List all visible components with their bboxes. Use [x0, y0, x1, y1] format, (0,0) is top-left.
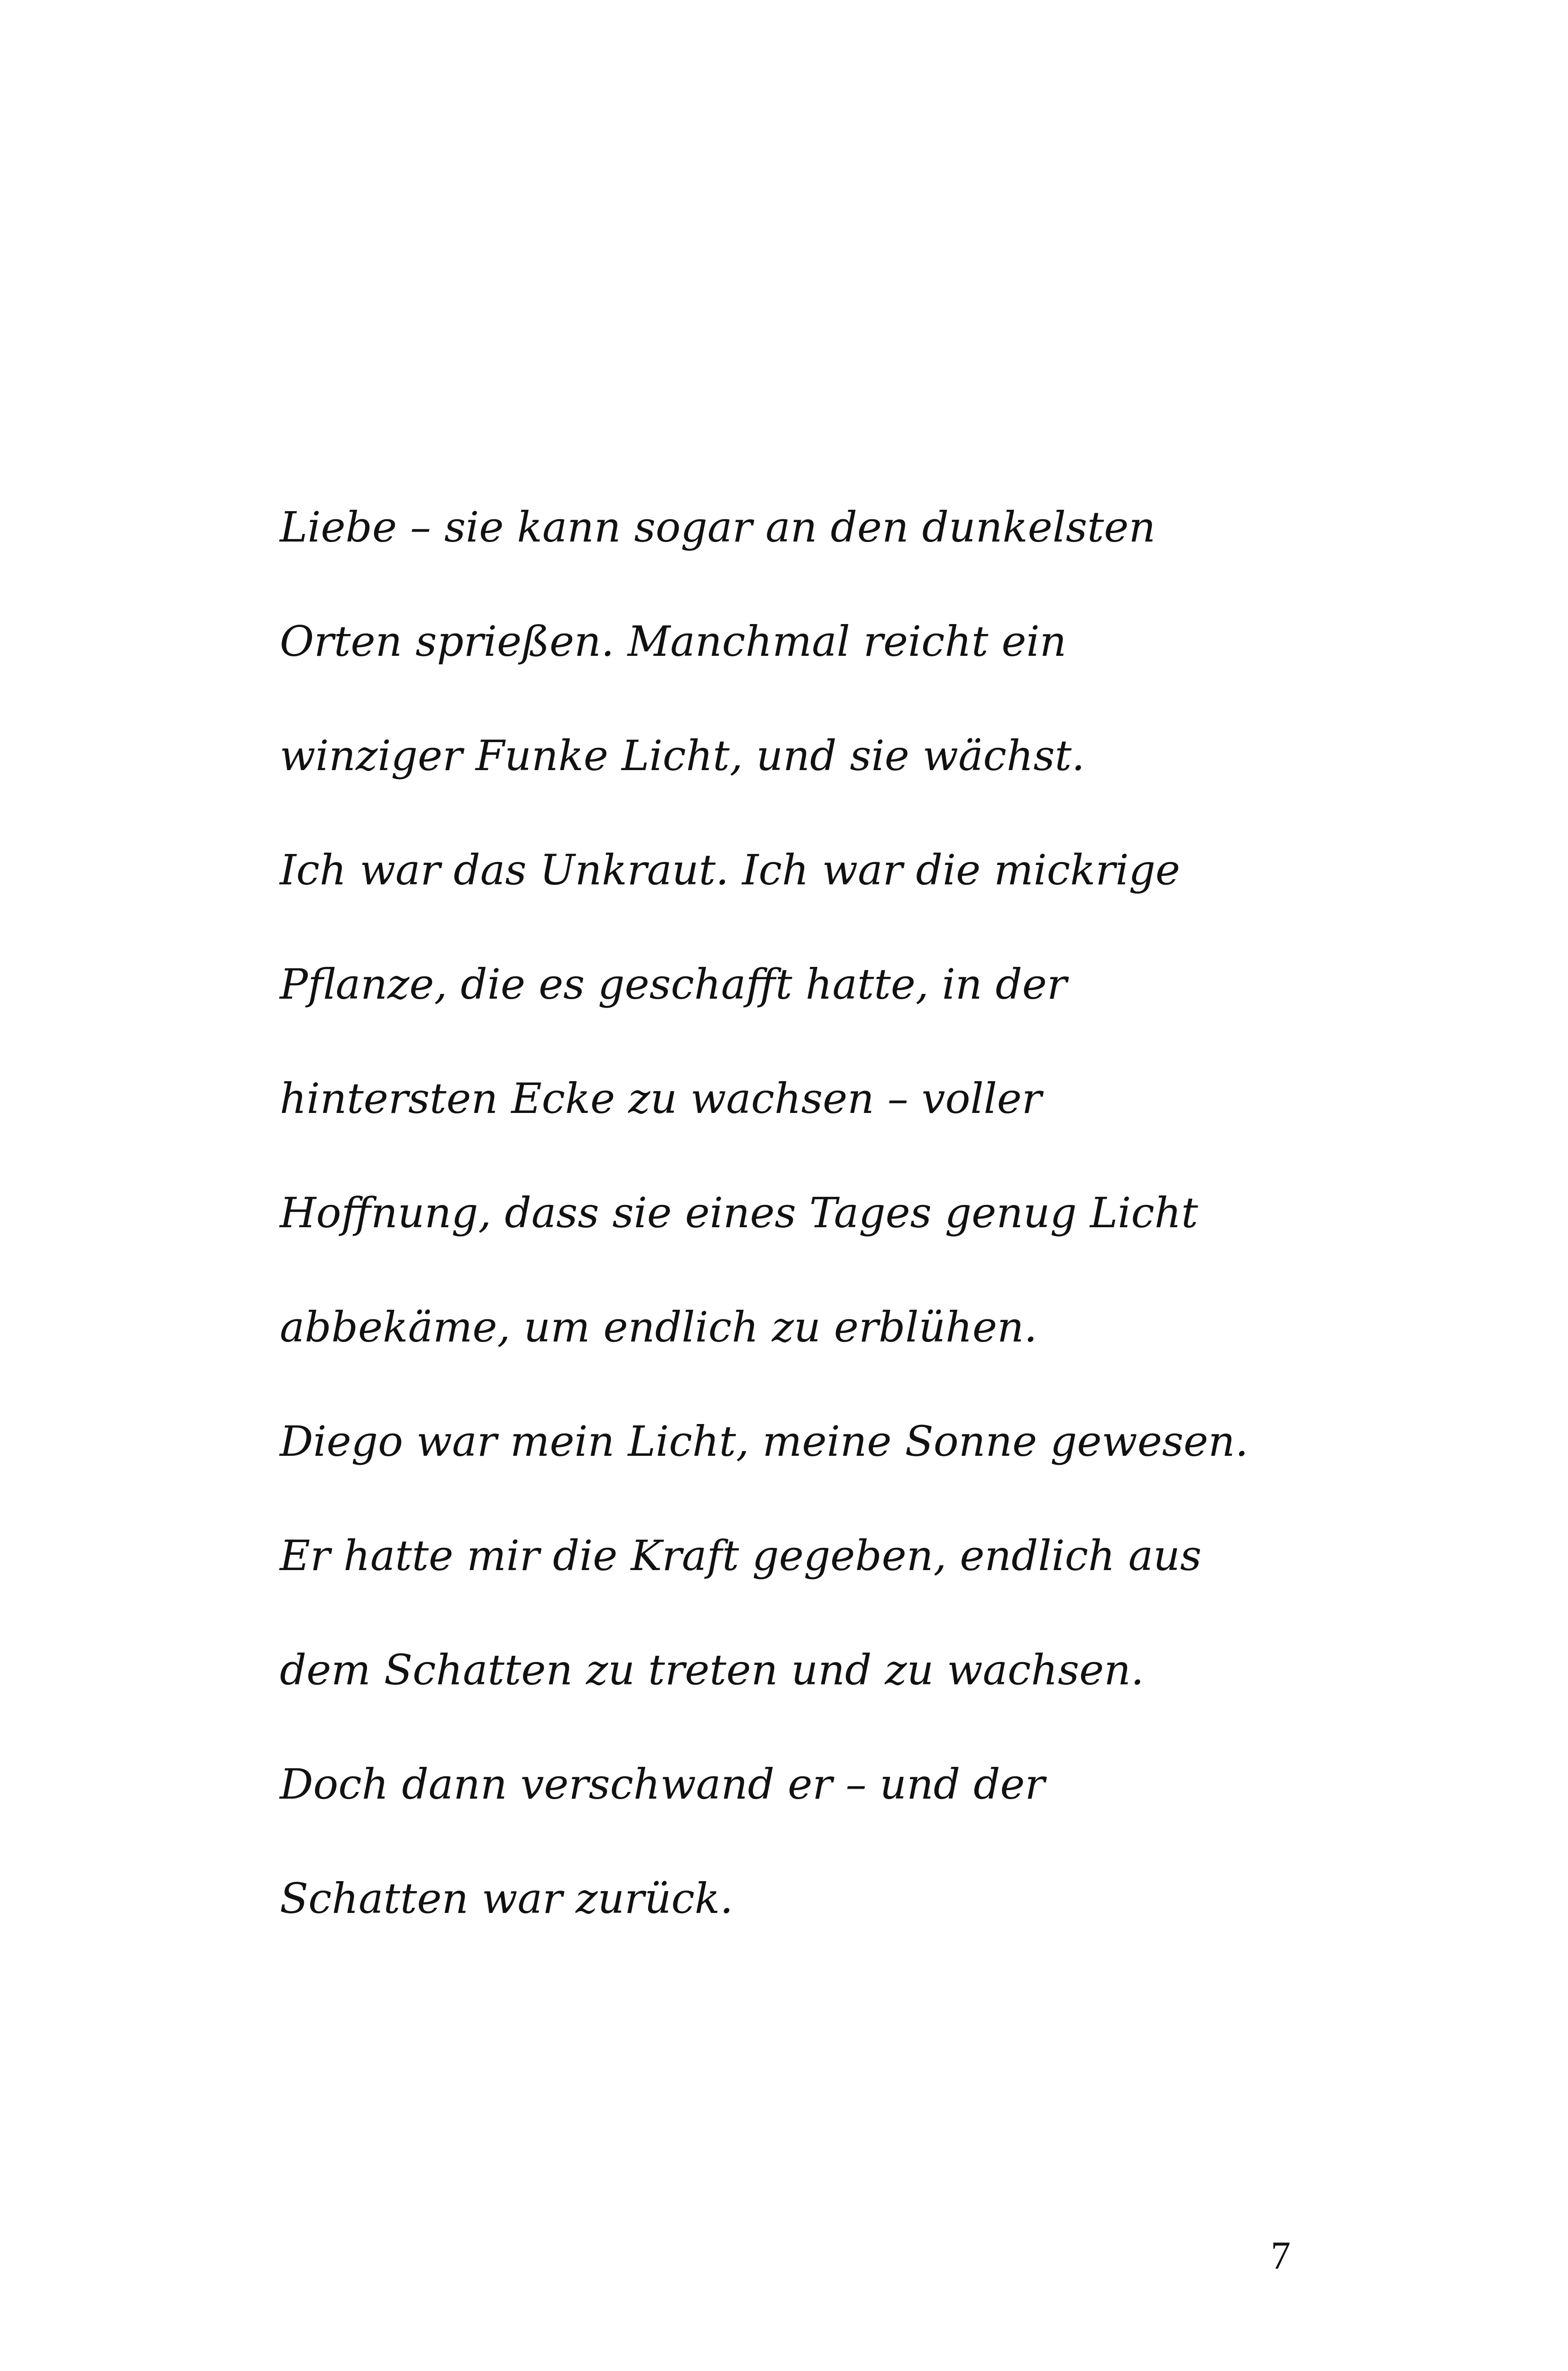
text-line: Schatten war zurück. — [280, 1874, 734, 1923]
text-line: dem Schatten zu treten und zu wachsen. — [280, 1645, 1144, 1694]
text-line: abbekäme, um endlich zu erblühen. — [280, 1303, 1037, 1351]
text-line: Liebe – sie kann sogar an den dunkelsten — [280, 503, 1156, 551]
text-line: Pflanze, die es geschafft hatte, in der — [280, 960, 1067, 1009]
text-line: Orten sprießen. Manchmal reicht ein — [280, 617, 1067, 666]
text-line: Hoffnung, dass sie eines Tages genug Licht — [280, 1188, 1198, 1237]
text-line: Diego war mein Licht, meine Sonne gewesen. — [280, 1417, 1248, 1466]
text-line: winziger Funke Licht, und sie wächst. — [280, 731, 1085, 780]
page-number: 7 — [1271, 2233, 1291, 2278]
text-line: Er hatte mir die Kraft gegeben, endlich aus — [280, 1531, 1201, 1580]
text-line: Doch dann verschwand er – und der — [280, 1760, 1045, 1809]
text-line: hintersten Ecke zu wachsen – voller — [280, 1074, 1042, 1123]
text-line: Ich war das Unkraut. Ich war die mickrige — [280, 845, 1181, 894]
